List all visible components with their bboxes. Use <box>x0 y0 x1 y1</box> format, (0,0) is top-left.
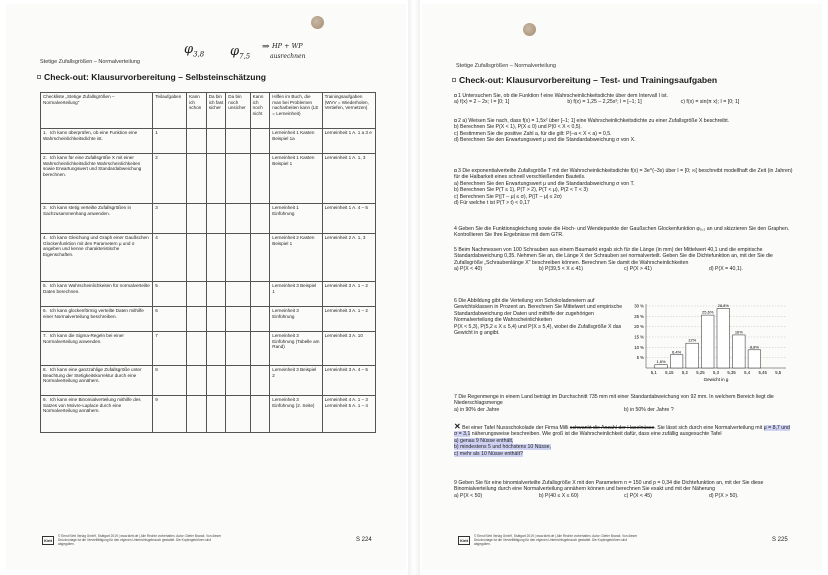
handwritten-arrow: ⇒ <box>262 42 270 52</box>
checklist-item <box>41 204 153 234</box>
column-header: Checkliste „Stetige Zufallsgrößen – Normalverteilung" <box>41 93 153 129</box>
check-cell-fast-sicher[interactable] <box>206 396 226 433</box>
check-cell-kann-ich-schon[interactable] <box>187 366 207 396</box>
item-number: 4. <box>43 235 47 240</box>
training-reference: Lerneinheit 2 A. 1, 3 <box>322 234 375 282</box>
page-title: Check-out: Klausurvorbereitung – Selbsteinschätzung <box>37 72 266 82</box>
table-row <box>41 307 376 332</box>
help-reference: Lerneinheit 1 Kasten Beispiel 1 <box>270 154 322 204</box>
bar <box>748 350 761 368</box>
checklist-item <box>41 282 153 307</box>
subtask-number: 6 <box>153 307 187 332</box>
checklist-item <box>41 154 153 204</box>
x-axis-label: Gewicht in g <box>703 377 729 382</box>
data-label: 28,8% <box>717 302 729 308</box>
page-title: Check-out: Klausurvorbereitung – Test- und Trainingsaufgaben <box>452 75 717 85</box>
column-header: Da bin noch unsicher <box>226 93 250 129</box>
klett-logo: Klett <box>458 536 470 545</box>
check-cell-kann-ich-schon[interactable] <box>187 396 207 433</box>
check-cell-noch-unsicher[interactable] <box>226 282 250 307</box>
help-reference: Lerneinheit 3 Einführung <box>270 307 322 332</box>
item-number: 1. <box>43 130 47 135</box>
item-text: Ich kann eine Binomialverteilung mithilfe des Satzes von Moivre-Laplace durch eine Normalverteilung annähern. <box>43 397 141 414</box>
item-text: Ich kann glockenförmig verteilte Daten mithilfe einer Normalverteilung beschreiben. <box>43 308 144 319</box>
table-row <box>41 204 376 234</box>
x-tick-label: 5,5 <box>775 370 782 375</box>
y-tick-label: 15 % <box>634 334 644 340</box>
item-text: Ich kann die Sigma-Regeln bei einer Normalverteilung anwenden. <box>43 333 124 344</box>
check-cell-fast-sicher[interactable] <box>206 332 226 366</box>
check-cell-noch-nicht[interactable] <box>250 204 270 234</box>
task-6: 6 Die Abbildung gibt die Verteilung von Schokoladeneiern auf Gewichtsklassen in Prozent an. Berechnen Sie Mittelwert und empirische Standardabweichung der Daten und mithilfe der zugehörigen Normalverteilung die Wahrscheinlichkeiten P(X < 5,3), P(5,2 ≤ X ≤ 5,4) und P(X ≥ 5,4), wobei die Zufallsgröße X das Gewicht in g angibt. <box>454 298 623 337</box>
training-reference: Lerneinheit 1 A. 4 – 5 <box>322 204 375 234</box>
help-reference: Lerneinheit 3 Einführung (Tabelle am Rand) <box>270 332 322 366</box>
item-number: 7. <box>43 333 47 338</box>
item-text: Ich kann Gleichung und Graph einer Gaußschen Glockenfunktion mit den Parametern μ und σ angeben und kenne charakteristische Eigenschaften. <box>43 235 149 257</box>
highlighted-option-b: b) mindestens 5 und höchstens 10 Nüsse, <box>454 444 551 451</box>
task-3: 3 Die exponentialverteilte Zufallsgröße T mit der Wahrscheinlichkeitsdichte f(x) = 3e^(–3x) über I = [0; ∞[ beschreibt modellhaft die Zeit (in Jahren) für die Halbarkeit eines schnell verschleißenden Bauteils. a) Berechnen Sie den Erwartungswert μ und die Standardabweichung σ von T. b) Berechnen Sie P(T ≤ 1), P(T > 2), P(T < μ), P(2 < T < 3) c) Berechnen Sie P(|T – μ| ≤ σ), P(|T – μ| ≤ 2σ) d) Für welche t ist P(T > t) < 0,17 <box>454 168 793 207</box>
subtask-number: 1 <box>153 129 187 154</box>
data-label: 1,6% <box>656 359 666 365</box>
highlighted-option-a: a) genau 9 Nüsse enthält, <box>454 437 514 444</box>
help-reference: Lerneinheit 1 Einführung <box>270 204 322 234</box>
copyright-footer: © Ernst Klett Verlag GmbH, Stuttgart 2019 | www.klett.de | Alle Rechte vorbehalten. Autor: Dieter Brandt. Von dieser Druckvorlage ist die Vervielfältigung für den eigenen Unterrichtsgebrauch gestattet. Die Kopiergebühren sind abgegolten. <box>474 534 638 546</box>
subtask-number: 5 <box>153 282 187 307</box>
y-tick-label: 30 % <box>634 303 644 309</box>
running-head: Stetige Zufallsgrößen – Normalverteilung <box>40 59 140 65</box>
subtask-number: 9 <box>153 396 187 433</box>
right-worksheet-page <box>422 4 822 570</box>
left-worksheet-page <box>6 4 406 570</box>
help-reference: Lerneinheit 3 Beispiel 1 <box>270 282 322 307</box>
y-tick-label: 20 % <box>634 324 644 330</box>
task-9: 9 Geben Sie für eine binomialverteilte Zufallsgröße X mit den Parametern n = 150 und p = 0,34 die Dichtefunktion an, mit der Sie diese Binomialverteilung durch eine Normalverteilung annähern können und berechnen Sie exakt und mit der Näherung a) P(X < 50) b) P(40 ≤ X ≤ 60) c) P(X < 45) d) P(X > 50). <box>454 480 764 499</box>
checklist-table <box>40 92 376 433</box>
data-label: 12% <box>688 337 697 343</box>
item-number: 3. <box>43 205 47 210</box>
check-cell-fast-sicher[interactable] <box>206 282 226 307</box>
check-cell-noch-unsicher[interactable] <box>226 366 250 396</box>
check-cell-noch-unsicher[interactable] <box>226 396 250 433</box>
help-reference: Lerneinheit 3 Beispiel 2 <box>270 366 322 396</box>
help-reference: Lerneinheit 3 Einführung (2. Seite) <box>270 396 322 433</box>
book-gutter <box>408 0 420 575</box>
check-cell-kann-ich-schon[interactable] <box>187 332 207 366</box>
checklist-item <box>41 396 153 433</box>
handwritten-note-line2: ausrechnen <box>270 53 306 60</box>
check-cell-noch-nicht[interactable] <box>250 332 270 366</box>
table-row <box>41 129 376 154</box>
check-cell-noch-nicht[interactable] <box>250 396 270 433</box>
page-number: S 225 <box>772 537 788 543</box>
task-8: ✕ Bei einer Tafel Nussschokolade der Firma Milli schwankt die Anzahl der Haselnüsse. Sie lässt sich durch eine Normalverteilung mit μ = 8,7 und σ = 3,1 näherungsweise beschreiben. Wie groß ist die Wahrscheinlichkeit dafür, dass eine zufällig ausgesuchte Tafel a) genau 9 Nüsse enthält, b) mindestens 5 und höchstens 10 Nüsse, c) mehr als 10 Nüsse enthält? <box>454 422 790 457</box>
item-text: Ich kann Wahrscheinlichkeiten für normalverteilte Daten berechnen. <box>43 283 150 294</box>
x-tick-label: 5,1 <box>650 370 657 375</box>
bar <box>733 335 746 368</box>
x-tick-label: 5,3 <box>713 370 719 375</box>
table-header-row <box>41 93 376 129</box>
subtask-number: 7 <box>153 332 187 366</box>
x-tick-label: 5,45 <box>758 370 767 375</box>
handwritten-psi-1: $\varphi_{3,8}$ <box>184 42 205 59</box>
checklist-item <box>41 307 153 332</box>
check-cell-kann-ich-schon[interactable] <box>187 282 207 307</box>
highlighted-params: μ = 8,7 und σ = 3,1 <box>454 425 790 438</box>
check-cell-fast-sicher[interactable] <box>206 204 226 234</box>
task-2: 2 a) Weisen Sie nach, dass f(x) = 1,5x² über [–1; 1] eine Wahrscheinlichkeitsdichte zu einer Zufallsgröße X beschreibt. b) Berechnen Sie P(X < 1), P(X ≤ 0) und P(0 < X < 0,5). c) Bestimmen Sie die positive Zahl a, für die gilt: P(–a < X < a) = 0,5. d) Berechnen Sie den Erwartungswert μ und die Standardabweichung σ von X. <box>454 118 730 144</box>
column-header: Teilaufgaben <box>153 93 187 129</box>
data-label: 8,8% <box>749 344 759 350</box>
y-tick-label: 10 % <box>634 344 644 350</box>
check-cell-noch-nicht[interactable] <box>250 366 270 396</box>
item-number: 5. <box>43 283 47 288</box>
check-cell-noch-nicht[interactable] <box>250 154 270 204</box>
check-cell-kann-ich-schon[interactable] <box>187 129 207 154</box>
page-number: S 224 <box>356 537 372 543</box>
check-cell-noch-unsicher[interactable] <box>226 234 250 282</box>
column-header: Kann ich schon <box>187 93 207 129</box>
x-tick-label: 5,15 <box>665 370 674 375</box>
struck-text: schwankt die Anzahl der Haselnüsse <box>569 425 655 431</box>
training-reference: Lerneinheit 3 A. 10 <box>322 332 375 366</box>
check-cell-noch-unsicher[interactable] <box>226 129 250 154</box>
check-cell-fast-sicher[interactable] <box>206 234 226 282</box>
item-number: 9. <box>43 397 47 402</box>
column-header: Da bin ich fast sicher <box>206 93 226 129</box>
check-cell-noch-nicht[interactable] <box>250 129 270 154</box>
check-cell-fast-sicher[interactable] <box>206 307 226 332</box>
task-4: 4 Geben Sie die Funktionsgleichung sowie die Hoch- und Wendepunkte der Gaußschen Glockenfunktion φ₅,₂ an und skizzieren Sie den Graphen. Kontrollieren Sie Ihre Ergebnisse mit dem GTR. <box>454 226 790 239</box>
y-tick-label: 25 % <box>634 313 644 319</box>
task-5: 5 Beim Nachmessen von 100 Schrauben aus einem Baumarkt ergab sich für die Länge (in mm) der Mittelwert 40,1 und die empirische Standardabweichung 0,35. Nehmen Sie an, die Länge X der Schrauben sei normalverteilt. Geben Sie die Dichtefunktion an, mit der Sie die Zufallsgröße „Schraubenlänge X" beschreiben können. Berechnen Sie damit die Wahrscheinlichkeiten a) P(X < 40) b) P(39,5 < X ≤ 41) c) P(X > 41) d) P(X = 40,1). <box>454 247 773 273</box>
item-text: Ich kann eine ganzzahlige Zufallsgröße unter Beachtung der Stetigkeitskorrektur durch eine Normalverteilung annähern. <box>43 367 142 384</box>
weight-distribution-chart <box>622 296 794 390</box>
x-tick-label: 5,25 <box>696 370 705 375</box>
data-label: 16% <box>734 329 743 335</box>
help-reference: Lerneinheit 2 Kasten Beispiel 1 <box>270 234 322 282</box>
x-tick-label: 5,4 <box>744 370 751 375</box>
checklist-item <box>41 129 153 154</box>
handwritten-note-line1: HP + WP <box>272 42 303 50</box>
handwritten-psi-2: $\varphi_{7,5}$ <box>230 44 251 61</box>
punch-hole <box>311 16 324 29</box>
check-cell-noch-nicht[interactable] <box>250 307 270 332</box>
bar <box>670 355 683 368</box>
table-row <box>41 154 376 204</box>
check-cell-noch-unsicher[interactable] <box>226 307 250 332</box>
checklist-item <box>41 366 153 396</box>
subtask-number: 3 <box>153 204 187 234</box>
check-cell-noch-nicht[interactable] <box>250 282 270 307</box>
copyright-footer: © Ernst Klett Verlag GmbH, Stuttgart 2019 | www.klett.de | Alle Rechte vorbehalten. Autor: Dieter Brandt. Von dieser Druckvorlage ist die Vervielfältigung für den eigenen Unterrichtsgebrauch gestattet. Die Kopiergebühren sind abgegolten. <box>58 534 222 546</box>
x-tick-label: 5,2 <box>681 370 688 375</box>
bar <box>686 343 699 368</box>
table-row <box>41 234 376 282</box>
data-label: 6,4% <box>672 349 682 355</box>
item-number: 6. <box>43 308 47 313</box>
data-label: 25,6% <box>702 309 714 315</box>
check-cell-fast-sicher[interactable] <box>206 366 226 396</box>
help-reference: Lerneinheit 1 Kasten Beispiel 1a <box>270 129 322 154</box>
check-cell-kann-ich-schon[interactable] <box>187 307 207 332</box>
column-header: Hilfen im Buch, die man bei Problemen nacharbeiten kann (LE = Lerneinheit) <box>270 93 322 129</box>
check-cell-kann-ich-schon[interactable] <box>187 234 207 282</box>
training-reference: Lerneinheit 1 A. 1 a 3 e <box>322 129 375 154</box>
check-cell-noch-unsicher[interactable] <box>226 332 250 366</box>
training-reference: Lerneinheit 3 A. 4 – 5 <box>322 366 375 396</box>
checklist-item <box>41 332 153 366</box>
bar <box>655 365 668 368</box>
check-cell-kann-ich-schon[interactable] <box>187 154 207 204</box>
item-number: 8. <box>43 367 47 372</box>
training-reference: Lerneinheit 4 A. 1 – 3 Lerneinheit 5 A. 1 – 4 <box>322 396 375 433</box>
check-cell-fast-sicher[interactable] <box>206 129 226 154</box>
column-header: Trainingsaufgaben (WVV = Wiederholen, Vertiefen, Vernetzen) <box>322 93 375 129</box>
training-reference: Lerneinheit 1 A. 1, 3 <box>322 154 375 204</box>
item-text: Ich kann überprüfen, ob eine Funktion eine Wahrscheinlichkeitsdichte ist. <box>43 130 138 141</box>
highlighted-option-c: c) mehr als 10 Nüsse enthält? <box>454 450 523 457</box>
punch-hole <box>523 23 536 36</box>
x-tick-label: 5,35 <box>727 370 736 375</box>
subtask-number: 2 <box>153 154 187 204</box>
item-text: Ich kann stetig verteilte Zufallsgrößen in Sachzusammenhang anwenden. <box>43 205 132 216</box>
training-reference: Lerneinheit 3 A. 1 – 2 <box>322 307 375 332</box>
y-tick-label: 5 % <box>636 355 644 361</box>
check-cell-noch-unsicher[interactable] <box>226 204 250 234</box>
subtask-number: 8 <box>153 366 187 396</box>
handwritten-cross-mark: ✕ <box>454 422 461 431</box>
table-row <box>41 396 376 433</box>
check-cell-noch-unsicher[interactable] <box>226 154 250 204</box>
task-7: 7 Die Regenmenge in einem Land beträgt im Durchschnitt 735 mm mit einer Standardabweichung von 92 mm. In welchem Bereich liegt die Niederschlagsmenge a) in 90% der Jahre b) in 50% der Jahre ? <box>454 394 774 413</box>
check-cell-fast-sicher[interactable] <box>206 154 226 204</box>
klett-logo: Klett <box>42 536 54 545</box>
column-header: Kann ich noch nicht <box>250 93 270 129</box>
check-cell-noch-nicht[interactable] <box>250 234 270 282</box>
subtask-number: 4 <box>153 234 187 282</box>
checklist-item <box>41 234 153 282</box>
training-reference: Lerneinheit 3 A. 1 – 2 <box>322 282 375 307</box>
task-1: 1 Untersuchen Sie, ob die Funktion f eine Wahrscheinlichkeitsdichte über dem Intervall I ist. a) f(x) = 2 – 2x; I = [0; 1] b) f(x) = 1,25 – 2,25x²; I = [–1; 1] c) f(x) = sin(π x); I = [0; 1] <box>454 93 740 106</box>
item-text: Ich kann für eine Zufallsgröße X mit einer Wahrscheinlichkeitsdichte Wahrscheinlichkeiten sowie Erwartungswert und Standardabweichung berechnen. <box>43 155 142 177</box>
bar <box>701 315 714 368</box>
bar <box>717 308 730 368</box>
table-row <box>41 332 376 366</box>
running-head: Stetige Zufallsgrößen – Normalverteilung <box>456 63 556 69</box>
table-row <box>41 366 376 396</box>
item-number: 2. <box>43 155 47 160</box>
check-cell-kann-ich-schon[interactable] <box>187 204 207 234</box>
table-row <box>41 282 376 307</box>
